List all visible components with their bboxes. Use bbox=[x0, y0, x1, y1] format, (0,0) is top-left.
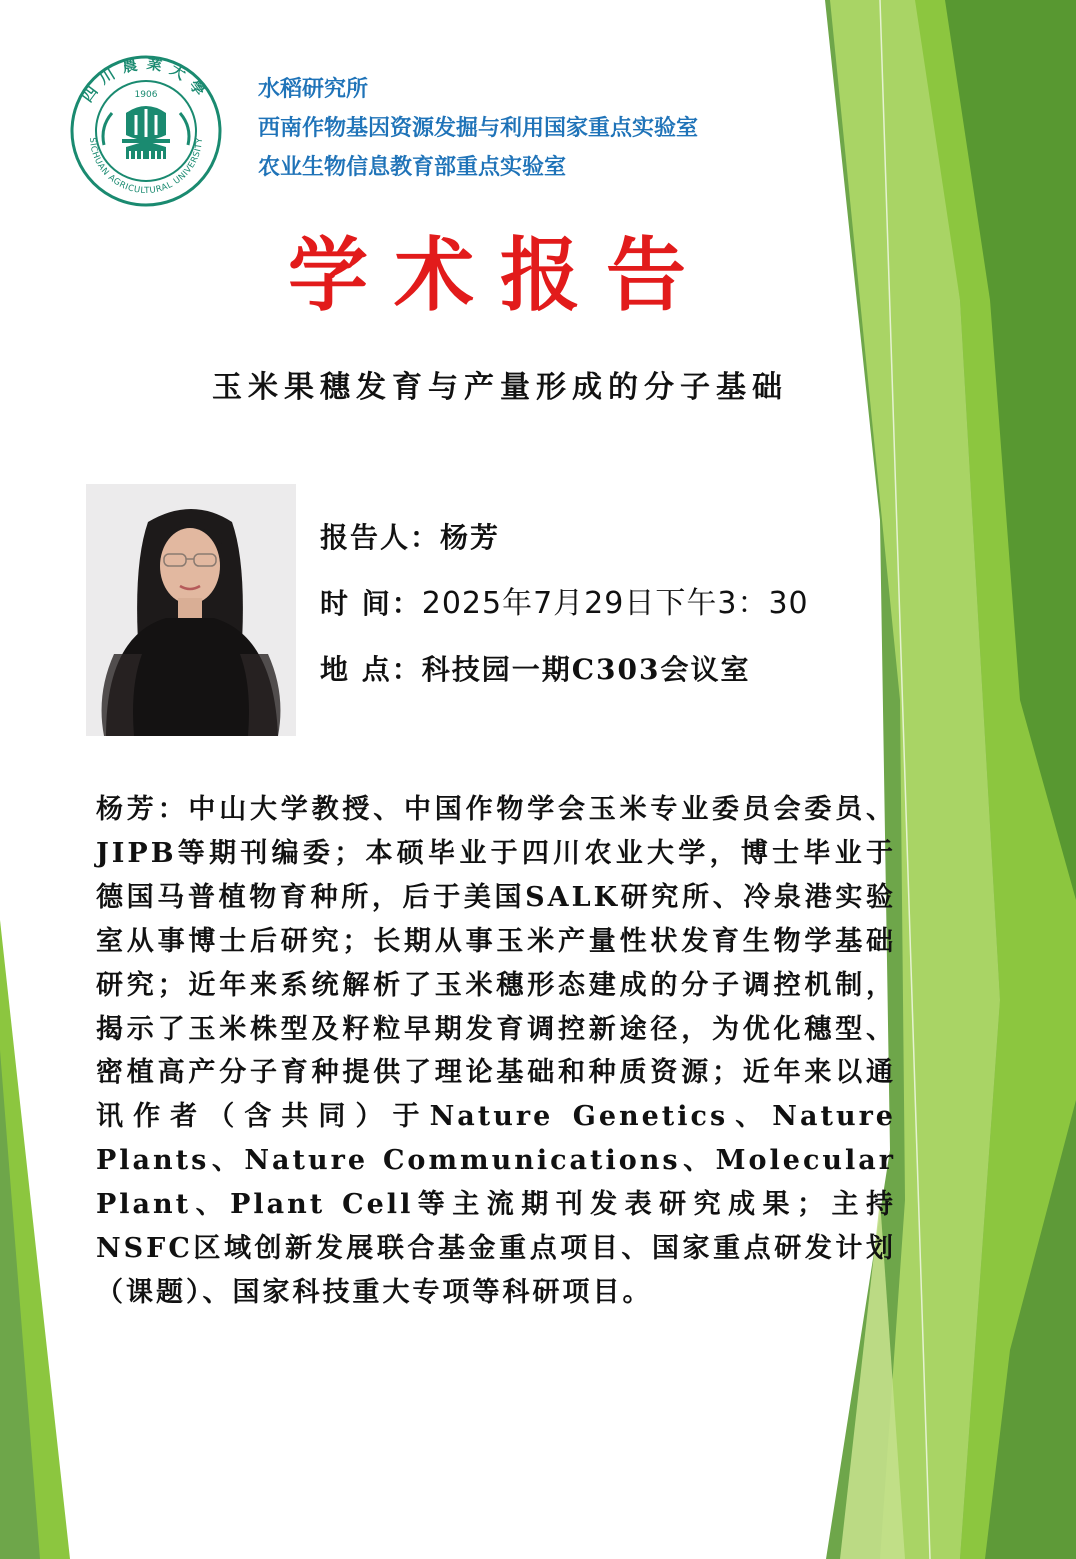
svg-text:四川農業大學: 四川農業大學 bbox=[78, 55, 214, 106]
organization-header bbox=[258, 70, 698, 187]
org-line: 农业生物信息教育部重点实验室 bbox=[258, 155, 567, 180]
place-value: 科技园一期C303会议室 bbox=[421, 653, 751, 686]
svg-text:SICHUAN AGRICULTURAL UNIVERSIT: SICHUAN AGRICULTURAL UNIVERSITY bbox=[86, 137, 206, 197]
speaker-name: 杨芳 bbox=[440, 521, 501, 554]
time-label: 时 间： bbox=[320, 587, 422, 620]
report-topic: 玉米果穗发育与产量形成的分子基础 bbox=[212, 370, 788, 405]
speaker-photo bbox=[86, 484, 296, 736]
speaker-biography: 杨芳：中山大学教授、中国作物学会玉米专业委员会委员、JIPB等期刊编委；本硕毕业于四川农业大学，博士毕业于德国马普植物育种所，后于美国SALK研究所、冷泉港实验室从事博士后研究；长期从事玉米产量性状发育生物学基础研究；近年来系统解析了玉米穗形态建成的分子调控机制，揭示了玉米株型及籽粒早期发育调控新途径，为优化穗型、密植高产分子育种提供了理论基础和种质资源；近年来以通讯作者（含共同）于Nature Genetics、Nature Plants、Nature Communications、Molecular Plant、Plant Cell等主流期刊发表研究成果；主持NSFC区域创新发展联合基金重点项目、国家重点研发计划（课题）、国家科技重大专项等科研项目。 bbox=[96, 794, 896, 1308]
report-info bbox=[320, 510, 809, 708]
place-label: 地 点： bbox=[320, 653, 422, 686]
speaker-label: 报告人： bbox=[320, 521, 441, 554]
place-row bbox=[320, 642, 809, 708]
page-title: 学术报告 bbox=[288, 228, 712, 322]
time-value: 2025年7月29日下午3：30 bbox=[421, 586, 809, 621]
svg-text:1906: 1906 bbox=[134, 90, 158, 100]
university-logo bbox=[70, 55, 222, 207]
org-line: 西南作物基因资源发掘与利用国家重点实验室 bbox=[258, 116, 699, 141]
speaker-row bbox=[320, 510, 809, 576]
time-row bbox=[320, 576, 809, 642]
org-line: 水稻研究所 bbox=[258, 77, 369, 102]
